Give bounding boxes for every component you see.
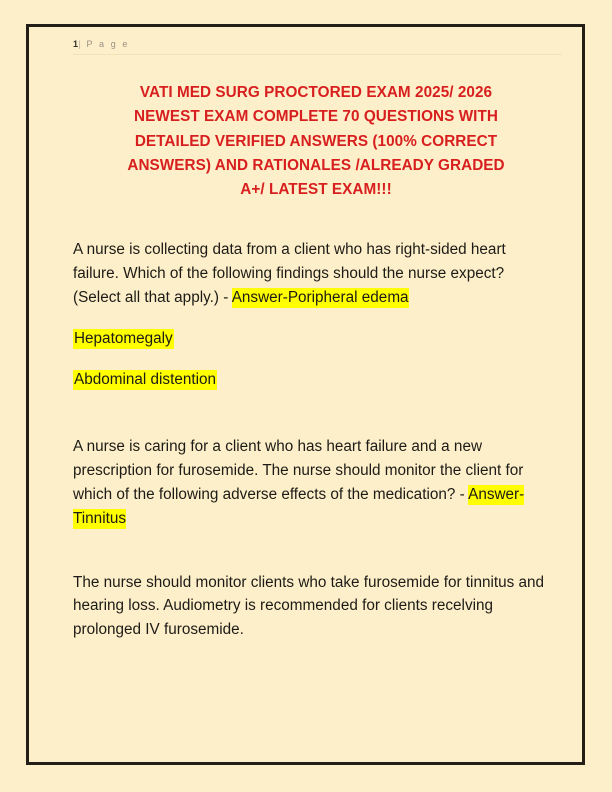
document-title	[75, 81, 557, 202]
document-title-line-4: ANSWERS) AND RATIONALES /ALREADY GRADED	[127, 156, 505, 174]
spacer	[73, 531, 553, 571]
question-1-answer-item-3-text: Abdominal distention	[74, 370, 217, 388]
document-title-line-2: NEWEST EXAM COMPLETE 70 QUESTIONS WITH	[134, 108, 498, 126]
page-header-separator: |	[78, 39, 82, 49]
question-2-stem: A nurse is caring for a client who has heart failure and a new prescription for furosemide. The nurse should monitor the client for which of the following adverse effects of the medication? -	[73, 438, 524, 504]
question-1-answer-highlight: Answer-Poripheral edema	[231, 289, 409, 307]
page-content-area	[73, 35, 556, 642]
document-title-line-3: DETAILED VERIFIED ANSWERS (100% CORRECT	[134, 132, 498, 150]
question-1-answer-item-2	[73, 327, 553, 351]
page-border-frame	[26, 24, 585, 765]
spacer	[73, 351, 553, 368]
document-body	[73, 238, 553, 642]
question-1-stem: A nurse is collecting data from a client who has right-sided heart failure. Which of the following findings should the nurse expect? (Select all that apply.) -	[73, 241, 506, 307]
question-2-answer-highlight: Answer-Tinnitus	[73, 486, 525, 527]
rationale-paragraph: The nurse should monitor clients who take furosemide for tinnitus and hearing loss. Audiometry is recommended for clients recelving prolonged IV furosemide.	[73, 573, 545, 639]
page-header	[73, 35, 562, 55]
page-header-line	[73, 38, 562, 50]
page-header-label: P a g e	[86, 39, 130, 49]
document-title-line-1: VATI MED SURG PROCTORED EXAM 2025/ 2026	[139, 84, 493, 101]
question-1-paragraph	[73, 238, 553, 309]
question-2-paragraph	[73, 435, 553, 530]
spacer	[73, 310, 553, 327]
document-title-line-5: A+/ LATEST EXAM!!!	[240, 181, 392, 199]
page-number: 1	[73, 39, 79, 49]
spacer	[73, 391, 553, 435]
question-1-answer-item-3	[73, 368, 553, 392]
question-1-answer-item-2-text: Hepatomegaly	[74, 329, 173, 347]
